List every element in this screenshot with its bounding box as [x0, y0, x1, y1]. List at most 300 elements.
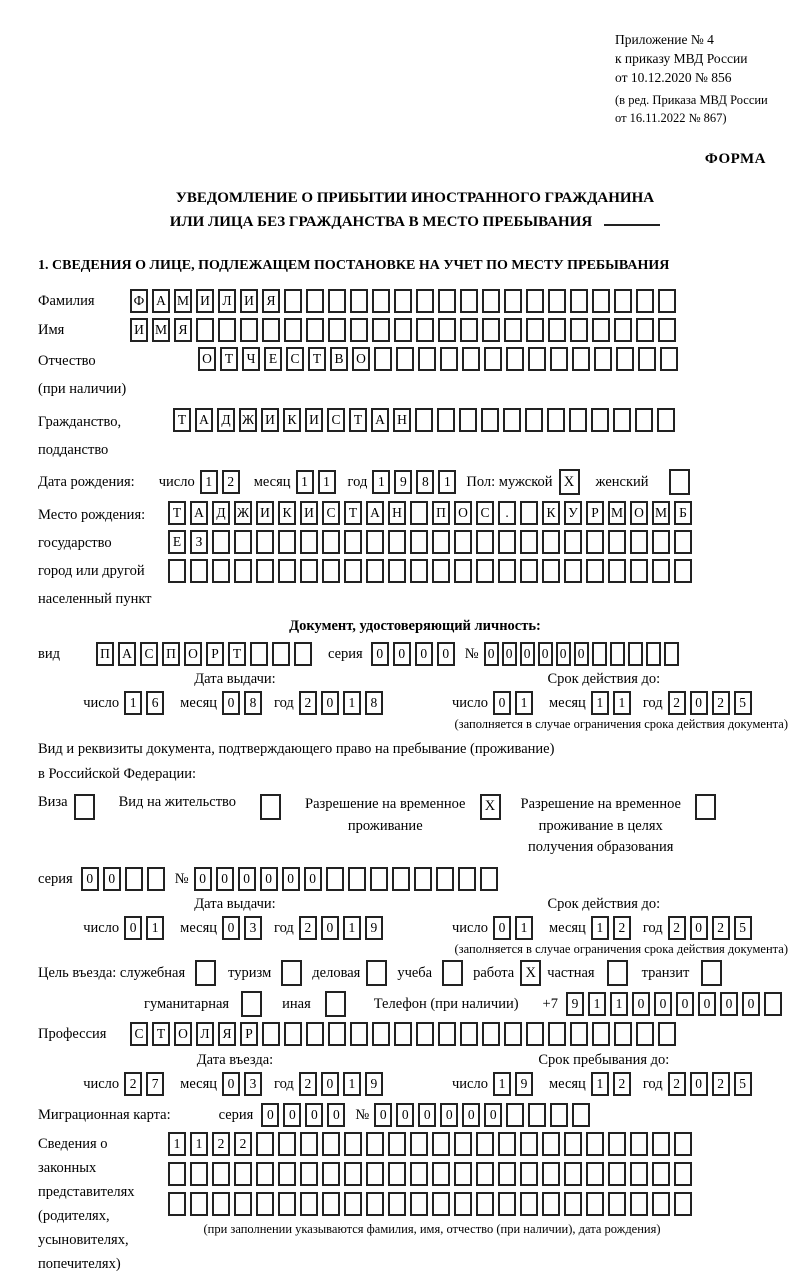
char-cell[interactable]: 2: [212, 1132, 230, 1156]
char-cell[interactable]: [764, 992, 782, 1016]
char-cell[interactable]: [328, 289, 346, 313]
char-cell[interactable]: 5: [734, 691, 752, 715]
char-cell[interactable]: 2: [613, 1072, 631, 1096]
char-cell[interactable]: [564, 559, 582, 583]
char-cell[interactable]: [482, 289, 500, 313]
char-cell[interactable]: 1: [343, 916, 361, 940]
char-cell[interactable]: [344, 530, 362, 554]
char-cell[interactable]: [432, 1162, 450, 1186]
char-cell[interactable]: [440, 347, 458, 371]
char-cell[interactable]: 0: [396, 1103, 414, 1127]
char-cell[interactable]: [570, 289, 588, 313]
char-cell[interactable]: 0: [238, 867, 256, 891]
char-cell[interactable]: 0: [124, 916, 142, 940]
char-cell[interactable]: 0: [103, 867, 121, 891]
char-cell[interactable]: [438, 318, 456, 342]
char-cell[interactable]: 2: [712, 916, 730, 940]
char-cell[interactable]: [586, 1192, 604, 1216]
char-cell[interactable]: [294, 642, 312, 666]
char-cell[interactable]: [652, 530, 670, 554]
char-cell[interactable]: Ч: [242, 347, 260, 371]
char-cell[interactable]: [592, 289, 610, 313]
char-cell[interactable]: [638, 347, 656, 371]
char-cell[interactable]: [256, 1192, 274, 1216]
char-cell[interactable]: [168, 559, 186, 583]
char-cell[interactable]: [322, 530, 340, 554]
char-cell[interactable]: 1: [588, 992, 606, 1016]
char-cell[interactable]: 0: [698, 992, 716, 1016]
char-cell[interactable]: [542, 1192, 560, 1216]
char-cell[interactable]: [328, 1022, 346, 1046]
char-cell[interactable]: П: [162, 642, 180, 666]
char-cell[interactable]: [570, 318, 588, 342]
char-cell[interactable]: С: [327, 408, 345, 432]
char-cell[interactable]: [547, 408, 565, 432]
char-cell[interactable]: М: [152, 318, 170, 342]
char-cell[interactable]: [664, 642, 679, 666]
char-cell[interactable]: [498, 1162, 516, 1186]
char-cell[interactable]: [564, 1192, 582, 1216]
char-cell[interactable]: [396, 347, 414, 371]
char-cell[interactable]: Т: [220, 347, 238, 371]
char-cell[interactable]: [482, 1022, 500, 1046]
char-cell[interactable]: [410, 501, 428, 525]
char-cell[interactable]: Д: [217, 408, 235, 432]
char-cell[interactable]: 8: [416, 470, 434, 494]
char-cell[interactable]: 2: [124, 1072, 142, 1096]
char-cell[interactable]: [344, 559, 362, 583]
char-cell[interactable]: [652, 1162, 670, 1186]
char-cell[interactable]: [416, 318, 434, 342]
char-cell[interactable]: [608, 559, 626, 583]
char-cell[interactable]: М: [652, 501, 670, 525]
char-cell[interactable]: А: [366, 501, 384, 525]
char-cell[interactable]: [306, 318, 324, 342]
char-cell[interactable]: [256, 530, 274, 554]
char-cell[interactable]: [284, 289, 302, 313]
checkbox-gumanitarnaya[interactable]: [241, 991, 262, 1017]
char-cell[interactable]: [454, 530, 472, 554]
char-cell[interactable]: П: [96, 642, 114, 666]
char-cell[interactable]: [630, 1162, 648, 1186]
char-cell[interactable]: [528, 1103, 546, 1127]
char-cell[interactable]: [278, 1132, 296, 1156]
char-cell[interactable]: [234, 559, 252, 583]
char-cell[interactable]: С: [476, 501, 494, 525]
char-cell[interactable]: [610, 642, 625, 666]
char-cell[interactable]: И: [300, 501, 318, 525]
char-cell[interactable]: [410, 1132, 428, 1156]
char-cell[interactable]: Д: [212, 501, 230, 525]
char-cell[interactable]: [410, 1192, 428, 1216]
char-cell[interactable]: И: [305, 408, 323, 432]
char-cell[interactable]: [484, 347, 502, 371]
char-cell[interactable]: [542, 530, 560, 554]
char-cell[interactable]: [322, 559, 340, 583]
char-cell[interactable]: [630, 559, 648, 583]
char-cell[interactable]: Ф: [130, 289, 148, 313]
char-cell[interactable]: [432, 1132, 450, 1156]
char-cell[interactable]: Я: [262, 289, 280, 313]
char-cell[interactable]: 1: [168, 1132, 186, 1156]
char-cell[interactable]: 0: [374, 1103, 392, 1127]
char-cell[interactable]: [190, 559, 208, 583]
char-cell[interactable]: [658, 318, 676, 342]
char-cell[interactable]: [572, 1103, 590, 1127]
char-cell[interactable]: [410, 1162, 428, 1186]
char-cell[interactable]: [674, 559, 692, 583]
char-cell[interactable]: [234, 530, 252, 554]
char-cell[interactable]: 1: [515, 916, 533, 940]
char-cell[interactable]: 0: [260, 867, 278, 891]
char-cell[interactable]: 2: [299, 1072, 317, 1096]
char-cell[interactable]: 2: [668, 691, 686, 715]
checkbox-sluzhebnaya[interactable]: [195, 960, 216, 986]
char-cell[interactable]: [262, 1022, 280, 1046]
char-cell[interactable]: Т: [152, 1022, 170, 1046]
char-cell[interactable]: Т: [228, 642, 246, 666]
char-cell[interactable]: 2: [712, 691, 730, 715]
char-cell[interactable]: 0: [654, 992, 672, 1016]
char-cell[interactable]: 0: [222, 916, 240, 940]
char-cell[interactable]: Е: [264, 347, 282, 371]
char-cell[interactable]: [525, 408, 543, 432]
char-cell[interactable]: 1: [343, 1072, 361, 1096]
char-cell[interactable]: [370, 867, 388, 891]
char-cell[interactable]: [652, 1192, 670, 1216]
char-cell[interactable]: 2: [668, 1072, 686, 1096]
char-cell[interactable]: [614, 1022, 632, 1046]
char-cell[interactable]: [344, 1162, 362, 1186]
char-cell[interactable]: 1: [610, 992, 628, 1016]
char-cell[interactable]: [190, 1192, 208, 1216]
char-cell[interactable]: [366, 530, 384, 554]
char-cell[interactable]: [212, 559, 230, 583]
char-cell[interactable]: [630, 1132, 648, 1156]
checkbox-delovaya[interactable]: [366, 960, 387, 986]
char-cell[interactable]: [344, 1132, 362, 1156]
char-cell[interactable]: Е: [168, 530, 186, 554]
char-cell[interactable]: [256, 1132, 274, 1156]
char-cell[interactable]: [480, 867, 498, 891]
char-cell[interactable]: [350, 318, 368, 342]
char-cell[interactable]: [388, 1192, 406, 1216]
char-cell[interactable]: [460, 289, 478, 313]
char-cell[interactable]: [438, 289, 456, 313]
char-cell[interactable]: [504, 1022, 522, 1046]
char-cell[interactable]: [300, 530, 318, 554]
char-cell[interactable]: [410, 559, 428, 583]
char-cell[interactable]: [218, 318, 236, 342]
char-cell[interactable]: [630, 1192, 648, 1216]
char-cell[interactable]: 0: [690, 691, 708, 715]
char-cell[interactable]: [608, 1162, 626, 1186]
checkbox-ucheba[interactable]: [442, 960, 463, 986]
char-cell[interactable]: [564, 530, 582, 554]
char-cell[interactable]: [674, 1192, 692, 1216]
char-cell[interactable]: [388, 1132, 406, 1156]
char-cell[interactable]: 9: [365, 916, 383, 940]
char-cell[interactable]: [608, 1192, 626, 1216]
char-cell[interactable]: [168, 1162, 186, 1186]
char-cell[interactable]: [454, 559, 472, 583]
char-cell[interactable]: [212, 530, 230, 554]
char-cell[interactable]: Р: [206, 642, 224, 666]
char-cell[interactable]: И: [240, 289, 258, 313]
char-cell[interactable]: 2: [712, 1072, 730, 1096]
char-cell[interactable]: 0: [327, 1103, 345, 1127]
char-cell[interactable]: 0: [418, 1103, 436, 1127]
char-cell[interactable]: 0: [556, 642, 571, 666]
char-cell[interactable]: 3: [244, 916, 262, 940]
char-cell[interactable]: 0: [194, 867, 212, 891]
char-cell[interactable]: 5: [734, 916, 752, 940]
char-cell[interactable]: 0: [538, 642, 553, 666]
char-cell[interactable]: 2: [234, 1132, 252, 1156]
char-cell[interactable]: [586, 1162, 604, 1186]
char-cell[interactable]: [366, 1162, 384, 1186]
char-cell[interactable]: 0: [393, 642, 411, 666]
char-cell[interactable]: [284, 318, 302, 342]
char-cell[interactable]: 0: [493, 691, 511, 715]
char-cell[interactable]: 1: [591, 1072, 609, 1096]
char-cell[interactable]: И: [261, 408, 279, 432]
char-cell[interactable]: 0: [520, 642, 535, 666]
char-cell[interactable]: 2: [668, 916, 686, 940]
char-cell[interactable]: 5: [734, 1072, 752, 1096]
char-cell[interactable]: 0: [304, 867, 322, 891]
char-cell[interactable]: [608, 530, 626, 554]
char-cell[interactable]: [366, 559, 384, 583]
char-cell[interactable]: О: [198, 347, 216, 371]
char-cell[interactable]: [432, 559, 450, 583]
char-cell[interactable]: 0: [437, 642, 455, 666]
char-cell[interactable]: [564, 1162, 582, 1186]
checkbox-tranzit[interactable]: [701, 960, 722, 986]
char-cell[interactable]: .: [498, 501, 516, 525]
char-cell[interactable]: 1: [372, 470, 390, 494]
char-cell[interactable]: [570, 1022, 588, 1046]
char-cell[interactable]: Л: [218, 289, 236, 313]
char-cell[interactable]: 0: [415, 642, 433, 666]
char-cell[interactable]: [526, 318, 544, 342]
char-cell[interactable]: [481, 408, 499, 432]
char-cell[interactable]: 0: [574, 642, 589, 666]
char-cell[interactable]: [586, 559, 604, 583]
char-cell[interactable]: [542, 559, 560, 583]
char-cell[interactable]: [646, 642, 661, 666]
char-cell[interactable]: М: [608, 501, 626, 525]
char-cell[interactable]: [614, 289, 632, 313]
char-cell[interactable]: 9: [394, 470, 412, 494]
char-cell[interactable]: [504, 318, 522, 342]
char-cell[interactable]: [272, 642, 290, 666]
char-cell[interactable]: [498, 530, 516, 554]
checkbox-chastnaya[interactable]: [607, 960, 628, 986]
char-cell[interactable]: [498, 1192, 516, 1216]
char-cell[interactable]: [506, 347, 524, 371]
char-cell[interactable]: [550, 347, 568, 371]
char-cell[interactable]: [498, 1132, 516, 1156]
char-cell[interactable]: 0: [321, 916, 339, 940]
char-cell[interactable]: [636, 1022, 654, 1046]
char-cell[interactable]: 8: [244, 691, 262, 715]
char-cell[interactable]: [460, 318, 478, 342]
char-cell[interactable]: [503, 408, 521, 432]
char-cell[interactable]: [256, 559, 274, 583]
char-cell[interactable]: [592, 318, 610, 342]
char-cell[interactable]: [348, 867, 366, 891]
char-cell[interactable]: [168, 1192, 186, 1216]
char-cell[interactable]: О: [630, 501, 648, 525]
char-cell[interactable]: [520, 1192, 538, 1216]
char-cell[interactable]: [504, 289, 522, 313]
char-cell[interactable]: 0: [502, 642, 517, 666]
char-cell[interactable]: [374, 347, 392, 371]
checkbox-rvp[interactable]: X: [480, 794, 501, 820]
char-cell[interactable]: [542, 1162, 560, 1186]
char-cell[interactable]: 1: [343, 691, 361, 715]
char-cell[interactable]: 2: [299, 691, 317, 715]
char-cell[interactable]: [322, 1192, 340, 1216]
char-cell[interactable]: [614, 318, 632, 342]
char-cell[interactable]: [388, 530, 406, 554]
char-cell[interactable]: [636, 289, 654, 313]
char-cell[interactable]: [660, 347, 678, 371]
char-cell[interactable]: 9: [365, 1072, 383, 1096]
char-cell[interactable]: Я: [174, 318, 192, 342]
char-cell[interactable]: [636, 318, 654, 342]
char-cell[interactable]: [196, 318, 214, 342]
char-cell[interactable]: [608, 1132, 626, 1156]
char-cell[interactable]: [476, 530, 494, 554]
char-cell[interactable]: [388, 559, 406, 583]
char-cell[interactable]: И: [196, 289, 214, 313]
char-cell[interactable]: 1: [200, 470, 218, 494]
char-cell[interactable]: Н: [393, 408, 411, 432]
char-cell[interactable]: [300, 559, 318, 583]
char-cell[interactable]: 1: [296, 470, 314, 494]
char-cell[interactable]: А: [371, 408, 389, 432]
char-cell[interactable]: 0: [261, 1103, 279, 1127]
char-cell[interactable]: [591, 408, 609, 432]
char-cell[interactable]: О: [184, 642, 202, 666]
char-cell[interactable]: [520, 1132, 538, 1156]
char-cell[interactable]: [592, 1022, 610, 1046]
checkbox-rvp-education[interactable]: [695, 794, 716, 820]
checkbox-female[interactable]: [669, 469, 690, 495]
char-cell[interactable]: Р: [240, 1022, 258, 1046]
char-cell[interactable]: [454, 1162, 472, 1186]
char-cell[interactable]: 0: [283, 1103, 301, 1127]
char-cell[interactable]: 2: [299, 916, 317, 940]
char-cell[interactable]: 1: [613, 691, 631, 715]
char-cell[interactable]: [528, 347, 546, 371]
char-cell[interactable]: 0: [321, 1072, 339, 1096]
char-cell[interactable]: [476, 1162, 494, 1186]
char-cell[interactable]: [652, 559, 670, 583]
char-cell[interactable]: Б: [674, 501, 692, 525]
char-cell[interactable]: 0: [690, 1072, 708, 1096]
char-cell[interactable]: [550, 1103, 568, 1127]
char-cell[interactable]: [454, 1132, 472, 1156]
checkbox-male[interactable]: X: [559, 469, 580, 495]
char-cell[interactable]: [418, 347, 436, 371]
char-cell[interactable]: Н: [388, 501, 406, 525]
char-cell[interactable]: [212, 1162, 230, 1186]
char-cell[interactable]: [520, 501, 538, 525]
checkbox-rabota[interactable]: X: [520, 960, 541, 986]
char-cell[interactable]: [460, 1022, 478, 1046]
char-cell[interactable]: [394, 289, 412, 313]
char-cell[interactable]: [630, 530, 648, 554]
char-cell[interactable]: 1: [124, 691, 142, 715]
char-cell[interactable]: [394, 318, 412, 342]
char-cell[interactable]: У: [564, 501, 582, 525]
char-cell[interactable]: [392, 867, 410, 891]
char-cell[interactable]: 1: [438, 470, 456, 494]
char-cell[interactable]: 0: [305, 1103, 323, 1127]
char-cell[interactable]: 0: [742, 992, 760, 1016]
char-cell[interactable]: [278, 1162, 296, 1186]
char-cell[interactable]: [366, 1132, 384, 1156]
char-cell[interactable]: [394, 1022, 412, 1046]
char-cell[interactable]: [372, 289, 390, 313]
char-cell[interactable]: К: [283, 408, 301, 432]
char-cell[interactable]: [476, 559, 494, 583]
char-cell[interactable]: [262, 318, 280, 342]
char-cell[interactable]: С: [322, 501, 340, 525]
char-cell[interactable]: [592, 642, 607, 666]
char-cell[interactable]: С: [286, 347, 304, 371]
char-cell[interactable]: [586, 530, 604, 554]
char-cell[interactable]: [438, 1022, 456, 1046]
char-cell[interactable]: [437, 408, 455, 432]
char-cell[interactable]: 1: [318, 470, 336, 494]
char-cell[interactable]: [326, 867, 344, 891]
char-cell[interactable]: Т: [349, 408, 367, 432]
char-cell[interactable]: [416, 289, 434, 313]
checkbox-vnzh[interactable]: [260, 794, 281, 820]
char-cell[interactable]: [616, 347, 634, 371]
char-cell[interactable]: 0: [440, 1103, 458, 1127]
char-cell[interactable]: [322, 1162, 340, 1186]
char-cell[interactable]: [410, 530, 428, 554]
char-cell[interactable]: [569, 408, 587, 432]
char-cell[interactable]: 0: [371, 642, 389, 666]
char-cell[interactable]: С: [140, 642, 158, 666]
char-cell[interactable]: [548, 1022, 566, 1046]
char-cell[interactable]: [674, 1132, 692, 1156]
char-cell[interactable]: П: [432, 501, 450, 525]
char-cell[interactable]: 0: [484, 642, 499, 666]
char-cell[interactable]: Т: [168, 501, 186, 525]
char-cell[interactable]: [284, 1022, 302, 1046]
char-cell[interactable]: [278, 530, 296, 554]
checkbox-turizm[interactable]: [281, 960, 302, 986]
char-cell[interactable]: [372, 318, 390, 342]
char-cell[interactable]: А: [190, 501, 208, 525]
char-cell[interactable]: Я: [218, 1022, 236, 1046]
char-cell[interactable]: [256, 1162, 274, 1186]
char-cell[interactable]: [548, 289, 566, 313]
char-cell[interactable]: [454, 1192, 472, 1216]
char-cell[interactable]: [506, 1103, 524, 1127]
char-cell[interactable]: [306, 289, 324, 313]
char-cell[interactable]: [278, 559, 296, 583]
char-cell[interactable]: 0: [484, 1103, 502, 1127]
char-cell[interactable]: З: [190, 530, 208, 554]
